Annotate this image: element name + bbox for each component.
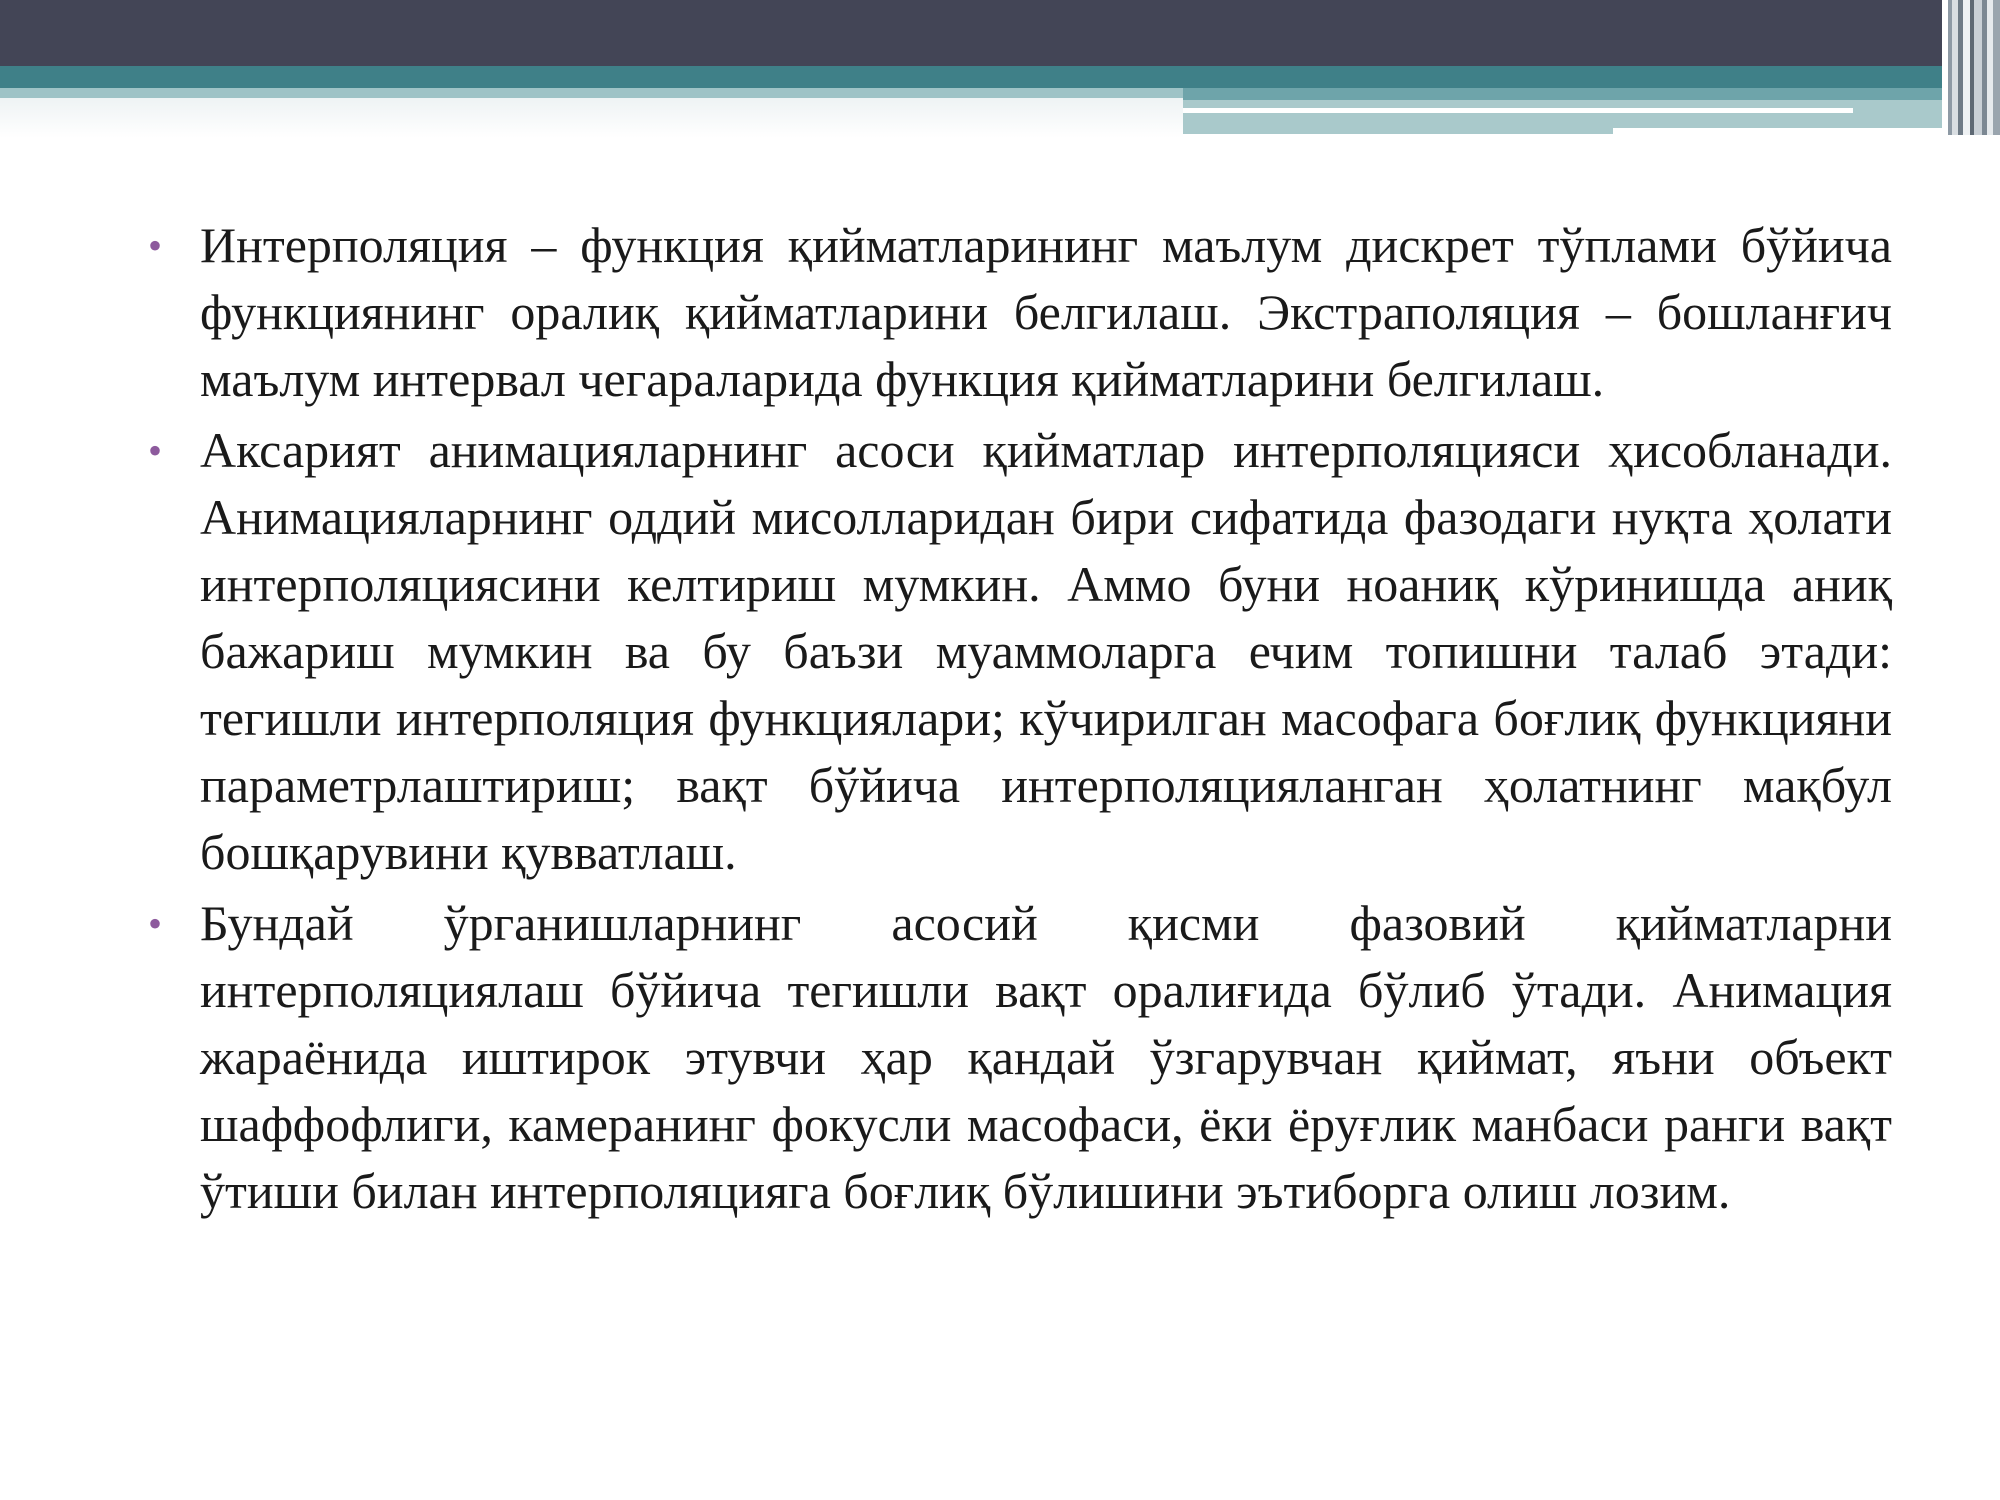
bullet-text: Интерполяция – функция қийматларининг маълум дискрет тўплами бўйича функциянинг оралиқ қийматларини белгилаш. Экстраполяция – бошланғич маълум интервал чегараларида функция қийматларини белгилаш. [200, 217, 1892, 407]
bullet-item [140, 212, 1892, 413]
slide-body [140, 212, 1892, 1229]
bullet-dot-icon: • [148, 428, 163, 473]
bullet-text: Аксарият анимацияларнинг асоси қийматлар интерполяцияси ҳисобланади. Анимацияларнинг оддий мисолларидан бири сифатида фазодаги нуқта ҳолати интерполяциясини келтириш мумкин. Аммо буни ноаниқ кўринишда аниқ бажариш мумкин ва бу баъзи муаммоларга ечим топишни талаб этади: тегишли интерполяция функциялари; кўчирилган масофага боғлиқ функцияни параметрлаштириш; вақт бўйича интерполяцияланган ҳолатнинг мақбул бошқарувини қувватлаш. [200, 422, 1892, 880]
header-dark-band [0, 0, 2000, 66]
bullet-text: Бундай ўрганишларнинг асосий қисми фазовий қийматларни интерполяциялаш бўйича тегишли вақт оралиғида бўлиб ўтади. Анимация жараёнида иштирок этувчи ҳар қандай ўзгарувчан қиймат, яъни объект шаффофлиги, камеранинг фокусли масофаси, ёки ёруғлик манбаси ранги вақт ўтиши билан интерполяцияга боғлиқ бўлишини эътиборга олиш лозим. [200, 895, 1892, 1219]
header-vertical-stripes [1942, 0, 2000, 135]
bullet-dot-icon: • [148, 223, 163, 268]
header-white-line [1183, 108, 1853, 113]
header-light-band-right [1183, 88, 2000, 100]
header-fade [0, 98, 1183, 138]
bullet-item [140, 417, 1892, 886]
bullet-dot-icon: • [148, 901, 163, 946]
bullet-item [140, 890, 1892, 1225]
header-teal-band [0, 66, 2000, 88]
header-light-band-left [0, 88, 1183, 98]
